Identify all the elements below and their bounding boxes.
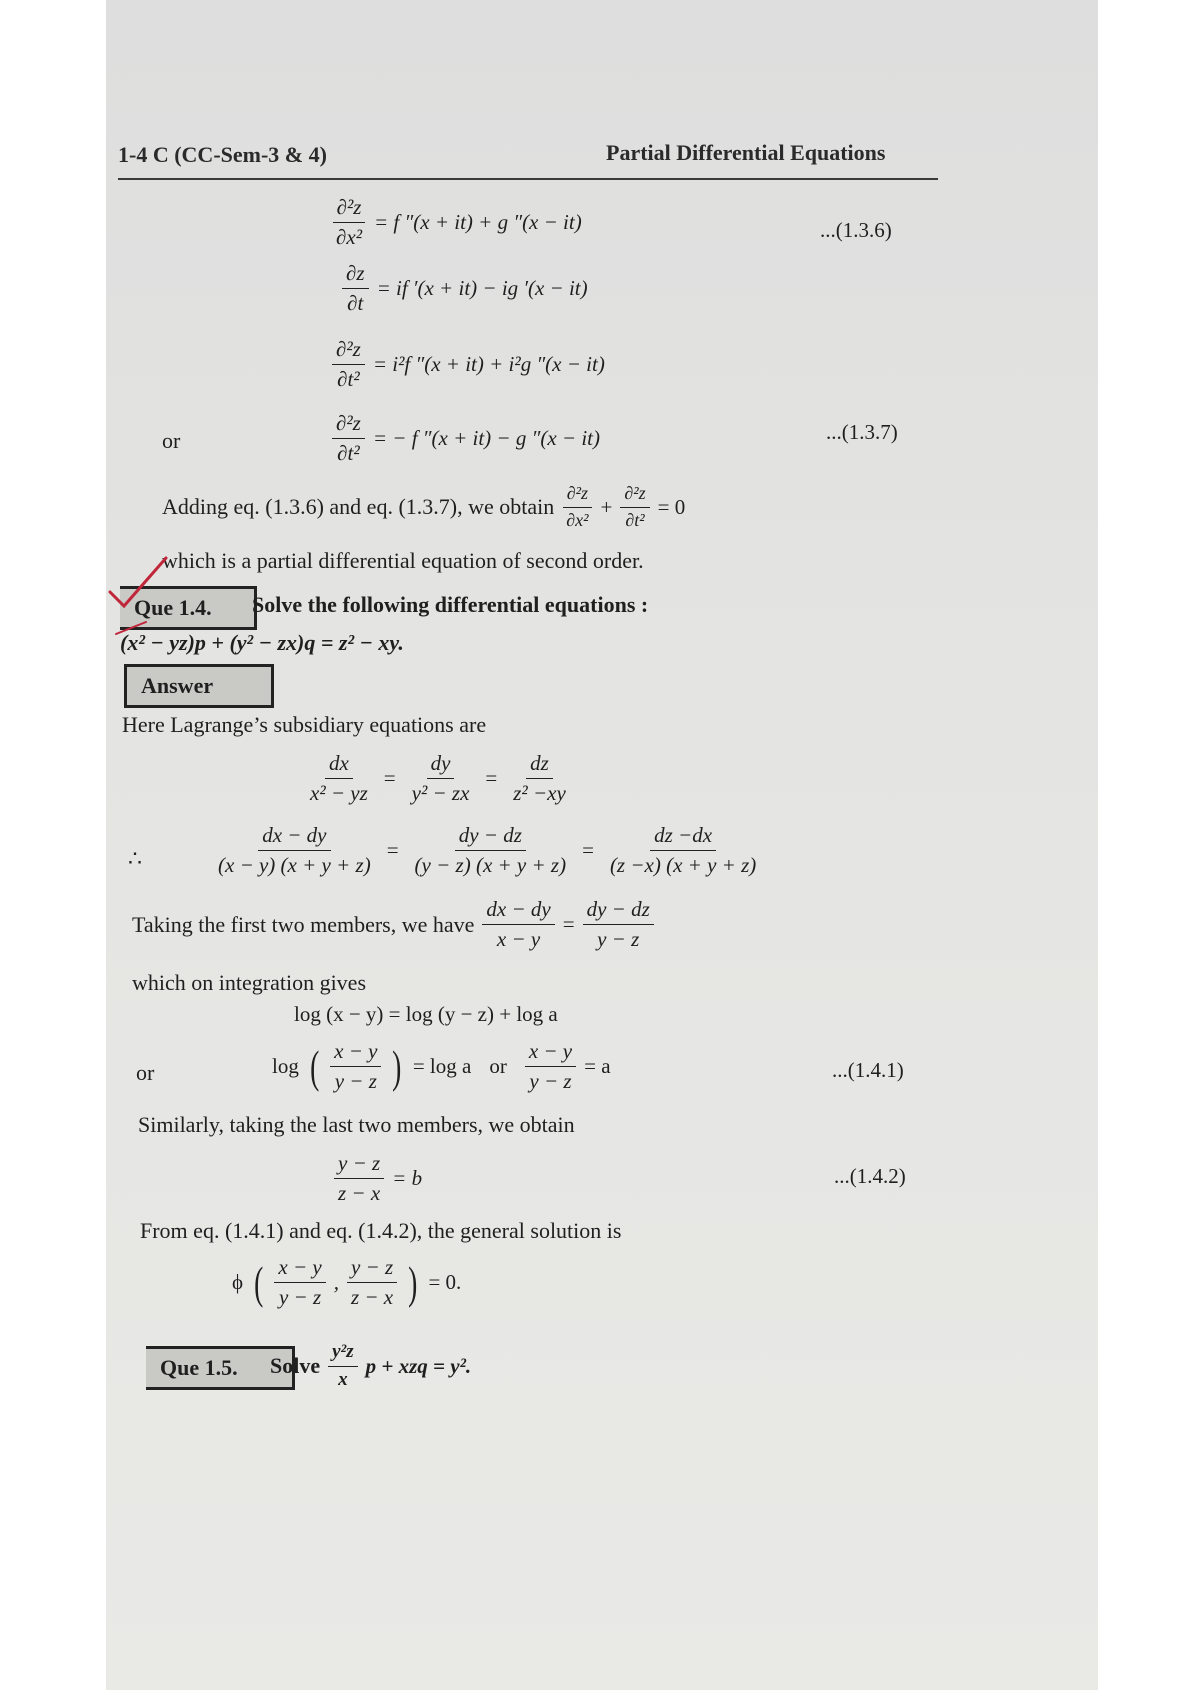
similarly-text: Similarly, taking the last two members, we obtain xyxy=(138,1112,575,1137)
question-label: Que 1.5. xyxy=(146,1346,295,1390)
taking-first-line: Taking the first two members, we have $\frac{dx - dy}{x - y}$ = $\frac{dy - dz}{y - z}$ xyxy=(132,898,654,951)
equation-1-4-1: log ( $\frac{x - y}{y - z}$ ) = log a or $\frac{x - y}{y - z}$ = a xyxy=(272,1039,611,1094)
equation-number: ...(1.4.2) xyxy=(834,1164,906,1188)
or-label: or xyxy=(136,1060,155,1085)
general-solution-equation: ϕ ( $\frac{x - y}{y - z}$ , $\frac{y - z}{z - x}$ ) = 0. xyxy=(232,1255,462,1310)
which-text: which is a partial differential equation of second order. xyxy=(162,548,644,573)
running-header-right: Partial Differential Equations xyxy=(606,140,886,165)
integration-text: which on integration gives xyxy=(132,970,367,995)
equation-dz-dt: $\frac{\partial z}{\partial t}$ = if ′(x + it) − ig ′(x − it) xyxy=(342,262,588,315)
equation-1-4-2: $\frac{y - z}{z - x}$ = b xyxy=(334,1152,422,1205)
or-label: or xyxy=(162,428,181,453)
adding-line: Adding eq. (1.3.6) and eq. (1.3.7), we obtain $\frac{\text{∂²z}}{\text{∂x²}}$ + $\frac{\text{∂²z}}{\text{∂t²}}$ = 0 xyxy=(162,483,686,530)
lagrange-equations: $\frac{dx}{\text{x² − yz}}$ = $\frac{dy}{\text{y² − zx}}$ = $\frac{dz}{\text{z² −xy}}$ xyxy=(310,751,566,806)
equation-1-3-7: $\frac{\text{∂²z}}{\text{∂t²}}$ = − f ″(x + it) − g ″(x − it) xyxy=(332,412,600,465)
general-solution-text: From eq. (1.4.1) and eq. (1.4.2), the general solution is xyxy=(140,1218,622,1243)
equation-number: ...(1.3.6) xyxy=(820,218,892,242)
question-title: Solve the following differential equations : xyxy=(252,592,649,617)
header-rule xyxy=(118,178,938,180)
red-check-mark-icon xyxy=(106,552,176,642)
equation-d2z-dt2: $\frac{\text{∂²z}}{\text{∂t²}}$ = i²f ″(x + it) + i²g ″(x − it) xyxy=(332,338,605,391)
running-header-left: 1-4 C (CC-Sem-3 & 4) xyxy=(118,142,327,167)
equation-1-3-6: $\frac{\text{∂²z}}{\text{∂x²}}$ = f ″(x + it) + g ″(x − it) xyxy=(332,196,582,249)
question-label: Que 1.4. xyxy=(120,586,257,630)
log-equation: log (x − y) = log (y − z) + log a xyxy=(294,1002,558,1026)
lagrange-text: Here Lagrange’s subsidiary equations are xyxy=(122,712,487,737)
equation-number: ...(1.3.7) xyxy=(826,420,898,444)
book-page xyxy=(106,0,1098,1690)
answer-label: Answer xyxy=(124,664,274,708)
question-1-5: Solve $\frac{\text{y²z}}{x}$ p + xzq = y². xyxy=(270,1341,472,1390)
fraction: $\frac{\text{∂²z}}{\text{∂x²}}$ xyxy=(332,196,366,249)
therefore-symbol: ∴ xyxy=(128,846,142,871)
equation-number: ...(1.4.1) xyxy=(832,1058,904,1082)
question-equation: (x² − yz)p + (y² − zx)q = z² − xy. xyxy=(120,630,404,655)
combined-equations: $\frac{dx - dy}{(x - y) (x + y + z)}$ = $\frac{dy - dz}{(y - z) (x + y + z)}$ = $\frac{dz -dx}{(z -x) (x + y + z)}$ xyxy=(218,823,757,878)
